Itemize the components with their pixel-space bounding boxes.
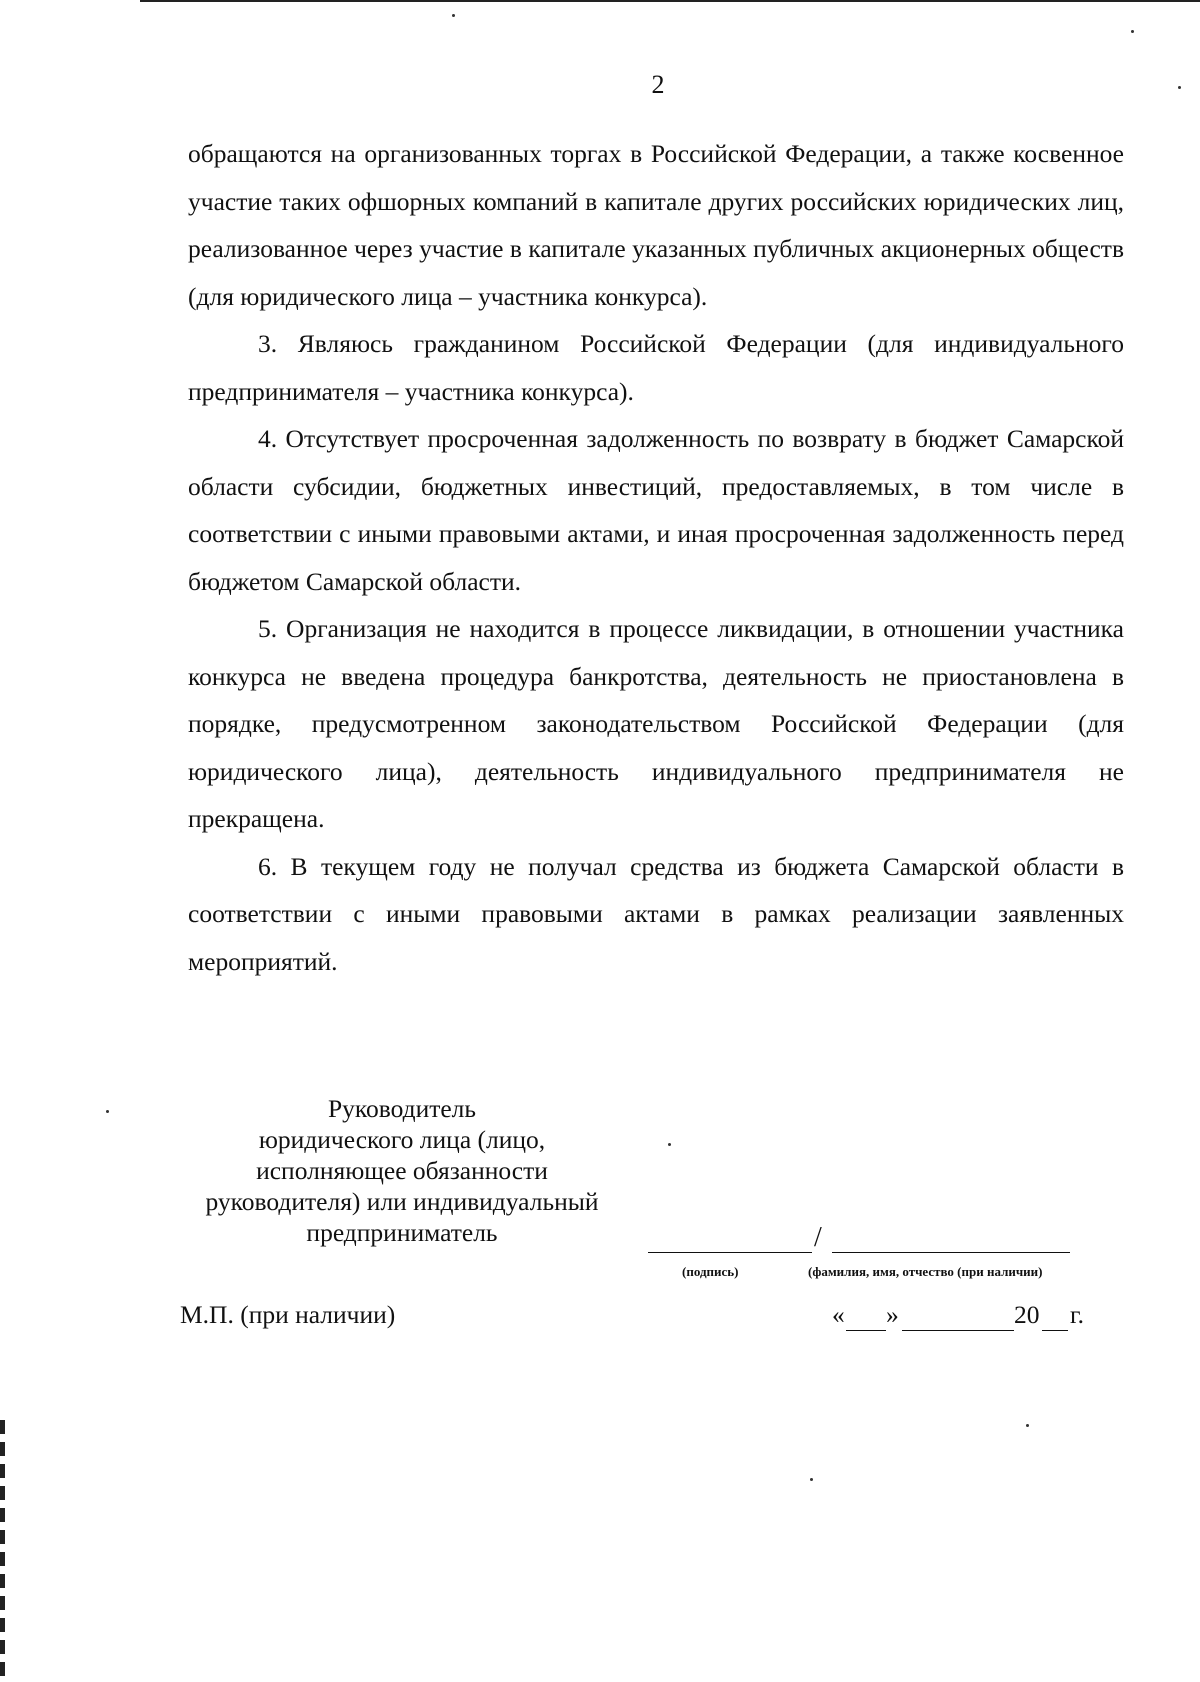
- date-month-blank[interactable]: [902, 1330, 1014, 1331]
- scan-speck: [1026, 1424, 1029, 1427]
- date-open-quote: «: [832, 1300, 845, 1329]
- signer-title-line: Руководитель: [327, 1094, 477, 1123]
- scan-speck: [668, 1143, 671, 1146]
- signature-slash: /: [814, 1222, 822, 1253]
- paragraph-3: 3. Являюсь гражданином Российской Федерации (для индивидуального предпринимателя – участника конкурса).: [188, 329, 1124, 406]
- signer-title-line: исполняющее обязанности: [256, 1156, 548, 1185]
- signer-title-line: юридического лица (лицо,: [258, 1125, 546, 1154]
- date-close-quote: »: [886, 1300, 899, 1329]
- paragraph-4: 4. Отсутствует просроченная задолженность по возврату в бюджет Самарской области субсидии, бюджетных инвестиций, предоставляемых, в том числе в соответствии с иными правовыми актами, и иная просроченная задолженность перед бюджетом Самарской области.: [188, 424, 1124, 596]
- paragraph-6: 6. В текущем году не получал средства из бюджета Самарской области в соответствии с иными правовыми актами в рамках реализации заявленных мероприятий.: [188, 851, 1124, 976]
- date-year-suffix: г.: [1070, 1300, 1084, 1329]
- scan-speck: [1131, 30, 1134, 33]
- signature-caption: (подпись): [682, 1264, 739, 1279]
- signer-title-line: предприниматель: [306, 1218, 498, 1247]
- paragraph-5: 5. Организация не находится в процессе ликвидации, в отношении участника конкурса не введена процедура банкротства, деятельность не приостановлена в порядке, предусмотренном законодательством Российской Федерации (для юридического лица), деятельность индивидуального предпринимателя не прекращена.: [188, 614, 1124, 833]
- signature-blank[interactable]: [648, 1252, 812, 1253]
- date-day-blank[interactable]: [846, 1330, 886, 1331]
- scan-speck: [106, 1110, 109, 1113]
- full-name-blank[interactable]: [832, 1252, 1070, 1253]
- stamp-place-label: М.П. (при наличии): [180, 1300, 396, 1329]
- document-body: [188, 130, 1124, 985]
- scan-top-edge: [140, 0, 1200, 2]
- scan-left-edge: [0, 1420, 5, 1682]
- scan-speck: [452, 14, 455, 17]
- signer-title: [172, 1093, 632, 1248]
- signer-title-line: руководителя) или индивидуальный: [205, 1187, 599, 1216]
- full-name-caption: (фамилия, имя, отчество (при наличии): [808, 1264, 1043, 1279]
- scan-speck: [810, 1478, 813, 1481]
- date-year-blank[interactable]: [1042, 1330, 1068, 1331]
- paragraph-continuation: обращаются на организованных торгах в Российской Федерации, а также косвенное участие таких офшорных компаний в капитале других российских юридических лиц, реализованное через участие в капитале указанных публичных акционерных обществ (для юридического лица – участника конкурса).: [188, 139, 1124, 311]
- date-year-prefix: 20: [1014, 1300, 1040, 1329]
- page-number: 2: [651, 70, 665, 99]
